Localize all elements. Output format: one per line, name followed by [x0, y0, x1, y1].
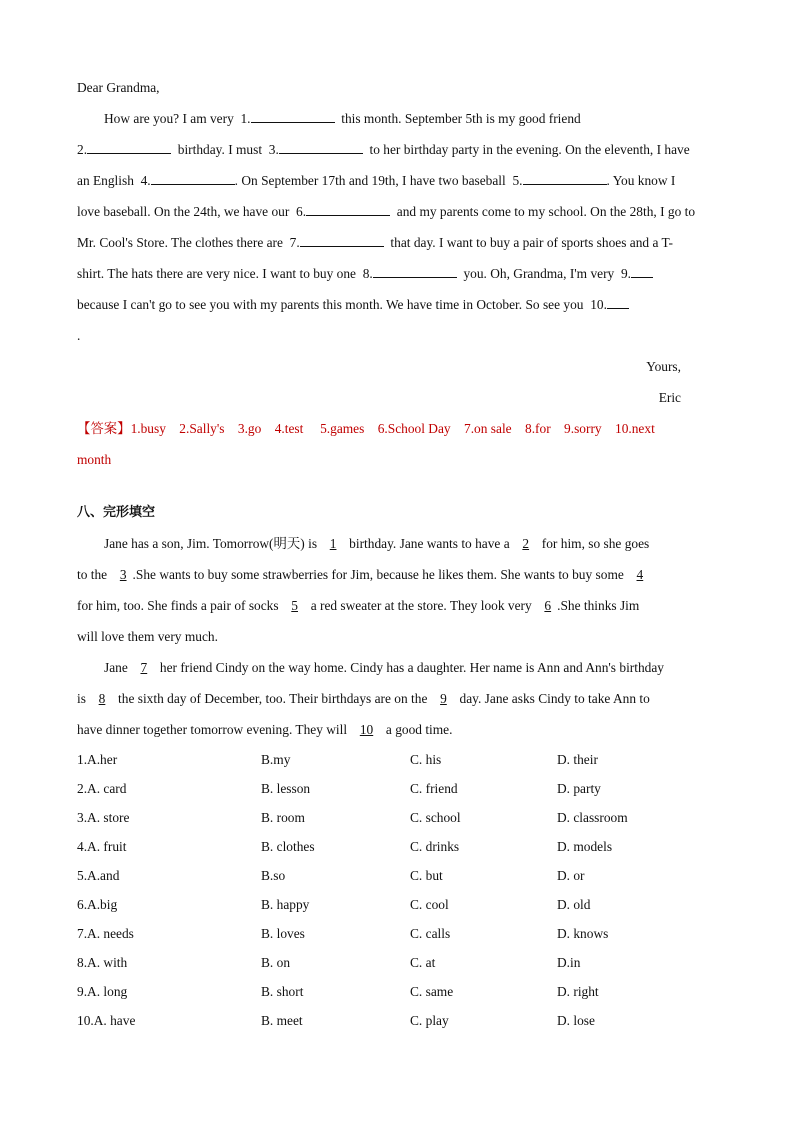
letter-signature: Eric	[658, 390, 681, 405]
passage-line-5	[77, 652, 727, 683]
option: B. loves	[261, 926, 305, 941]
letter-line-7	[77, 289, 727, 320]
blank-line	[607, 294, 629, 309]
blank-number: 2.	[77, 142, 88, 157]
options-grid	[77, 745, 727, 1035]
text: this month. September 5th is my good friend	[341, 111, 581, 126]
option: 2.A. card	[77, 781, 127, 796]
letter-line-5	[77, 227, 727, 258]
blank-4: 4	[636, 567, 644, 582]
text: birthday. Jane wants to have a	[349, 536, 510, 551]
option: C. but	[410, 868, 443, 883]
blank-5: 5	[291, 598, 298, 613]
option: C. friend	[410, 781, 458, 796]
text: the sixth day of December, too. Their birthdays are on the	[118, 691, 428, 706]
option: 5.A.and	[77, 868, 120, 883]
blank-line	[373, 263, 457, 278]
blank-line	[631, 263, 653, 278]
answer-text: 1.busy 2.Sally's 3.go 4.test 5.games 6.School Day 7.on sale 8.for 9.sorry 10.next	[130, 421, 655, 436]
option: B. meet	[261, 1013, 303, 1028]
text: day. Jane asks Cindy to take Ann to	[459, 691, 650, 706]
passage-line-3	[77, 590, 727, 621]
option: B. happy	[261, 897, 310, 912]
letter-line-2	[77, 134, 727, 165]
blank-number: 1.	[240, 111, 251, 126]
blank-1: 1	[329, 536, 337, 551]
option: C. same	[410, 984, 454, 999]
option: C. his	[410, 752, 442, 767]
letter-line-6	[77, 258, 727, 289]
blank-line	[523, 170, 607, 185]
option: C. play	[410, 1013, 449, 1028]
option: D.in	[557, 955, 581, 970]
text: her friend Cindy on the way home. Cindy has a daughter. Her name is Ann and Ann's birthday	[159, 660, 664, 675]
text: a good time.	[385, 722, 453, 737]
blank-line	[251, 108, 335, 123]
text: that day. I want to buy a pair of sports shoes and a T-	[390, 235, 673, 250]
answer-line-1	[77, 413, 727, 444]
text: for him, too. She finds a pair of socks	[77, 598, 279, 613]
option: C. calls	[410, 926, 451, 941]
text: is	[77, 691, 86, 706]
option: D. party	[557, 781, 601, 796]
option: 4.A. fruit	[77, 839, 127, 854]
text: and my parents come to my school. On the 28th, I go to	[396, 204, 696, 219]
option: D. their	[557, 752, 598, 767]
blank-2: 2	[522, 536, 530, 551]
option: B. clothes	[261, 839, 315, 854]
option: 6.A.big	[77, 897, 118, 912]
option: B. short	[261, 984, 304, 999]
text: to the	[77, 567, 108, 582]
text: .She wants to buy some strawberries for Jim, because he likes them. She wants to buy some	[132, 567, 624, 582]
option: 10.A. have	[77, 1013, 136, 1028]
option: C. drinks	[410, 839, 460, 854]
answer-line-2: month	[77, 452, 112, 467]
option: 8.A. with	[77, 955, 128, 970]
blank-8: 8	[98, 691, 106, 706]
blank-9: 9	[440, 691, 447, 706]
passage-line-7	[77, 714, 727, 745]
blank-7: 7	[140, 660, 148, 675]
option: D. or	[557, 868, 585, 883]
text: . On September 17th and 19th, I have two baseball	[234, 173, 506, 188]
blank-6: 6	[544, 598, 552, 613]
option: D. models	[557, 839, 613, 854]
blank-10: 10	[359, 722, 374, 737]
text: for him, so she goes	[541, 536, 650, 551]
option: C. at	[410, 955, 436, 970]
option: B.my	[261, 752, 291, 767]
text: to her birthday party in the evening. On the eleventh, I have	[369, 142, 690, 157]
option: C. school	[410, 810, 461, 825]
option: B. room	[261, 810, 305, 825]
text: .She thinks Jim	[557, 598, 640, 613]
answer-label: 【答案】	[77, 422, 131, 437]
option: D. lose	[557, 1013, 595, 1028]
text: birthday. I must	[177, 142, 263, 157]
text: an English	[77, 173, 134, 188]
option: B. on	[261, 955, 291, 970]
blank-number: 10.	[590, 297, 607, 312]
passage-line-4: will love them very much.	[77, 629, 218, 644]
text: a red sweater at the store. They look very	[310, 598, 532, 613]
blank-line	[300, 232, 384, 247]
section-heading: 八、完形填空	[77, 505, 156, 520]
text: you. Oh, Grandma, I'm very	[463, 266, 615, 281]
letter-line-1	[77, 103, 727, 134]
blank-line	[306, 201, 390, 216]
option: 3.A. store	[77, 810, 130, 825]
text: Jane has a son, Jim. Tomorrow(明天) is	[104, 536, 318, 551]
blank-number: 7.	[289, 235, 300, 250]
option: C. cool	[410, 897, 449, 912]
blank-number: 9.	[620, 266, 631, 281]
blank-number: 3.	[268, 142, 279, 157]
letter-closing: Yours,	[646, 359, 681, 374]
text: because I can't go to see you with my parents this month. We have time in October. So see you	[77, 297, 584, 312]
text: shirt. The hats there are very nice. I want to buy one	[77, 266, 356, 281]
option: D. classroom	[557, 810, 628, 825]
blank-line	[279, 139, 363, 154]
option: D. old	[557, 897, 591, 912]
blank-line	[151, 170, 235, 185]
passage-line-1	[77, 528, 727, 559]
text: love baseball. On the 24th, we have our	[77, 204, 290, 219]
blank-number: 4.	[140, 173, 151, 188]
passage-line-6	[77, 683, 727, 714]
letter-line-3	[77, 165, 727, 196]
option: 7.A. needs	[77, 926, 134, 941]
text: Mr. Cool's Store. The clothes there are	[77, 235, 283, 250]
option: 1.A.her	[77, 752, 118, 767]
blank-line	[87, 139, 171, 154]
option: 9.A. long	[77, 984, 128, 999]
option: B.so	[261, 868, 286, 883]
passage-line-2	[77, 559, 727, 590]
blank-3: 3	[119, 567, 127, 582]
option: D. right	[557, 984, 599, 999]
text: Jane	[104, 660, 128, 675]
blank-number: 6.	[296, 204, 307, 219]
option: B. lesson	[261, 781, 311, 796]
blank-number: 8.	[362, 266, 373, 281]
blank-number: 5.	[512, 173, 523, 188]
option: D. knows	[557, 926, 609, 941]
text: How are you? I am very	[104, 111, 234, 126]
text: have dinner together tomorrow evening. They will	[77, 722, 348, 737]
text: . You know I	[606, 173, 676, 188]
letter-line-4	[77, 196, 727, 227]
document-page	[77, 72, 727, 1035]
letter-line-8: .	[77, 328, 81, 343]
letter-salutation: Dear Grandma,	[77, 80, 160, 95]
